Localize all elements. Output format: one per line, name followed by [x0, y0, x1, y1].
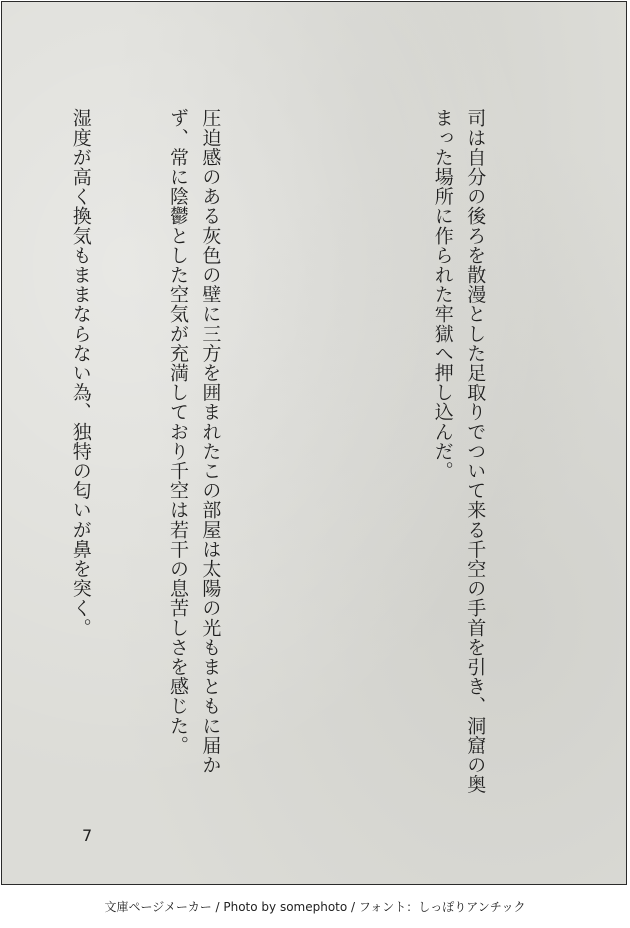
paragraph-3: 湿度が高く換気もままならない為、独特の匂いが鼻を突く。	[69, 108, 92, 638]
book-page	[1, 1, 627, 885]
vertical-text-body	[1, 108, 556, 808]
footer-credit: 文庫ページメーカー / Photo by somephoto / フォント：しっぽりアンチック	[104, 900, 526, 914]
paragraph-2: 圧迫感のある灰色の壁に三方を囲まれたこの部屋は太陽の光もまともに届かず、常に陰鬱とした空気が充満しており千空は若干の息苦しさを感じた。	[166, 108, 222, 775]
paragraph-1: 司は自分の後ろを散漫とした足取りでついて来る千空の手首を引き、洞窟の奥まった場所に作られた牢獄へ押し込んだ。	[431, 108, 487, 794]
paragraph-blank	[310, 108, 342, 808]
page-number: 7	[82, 826, 93, 845]
